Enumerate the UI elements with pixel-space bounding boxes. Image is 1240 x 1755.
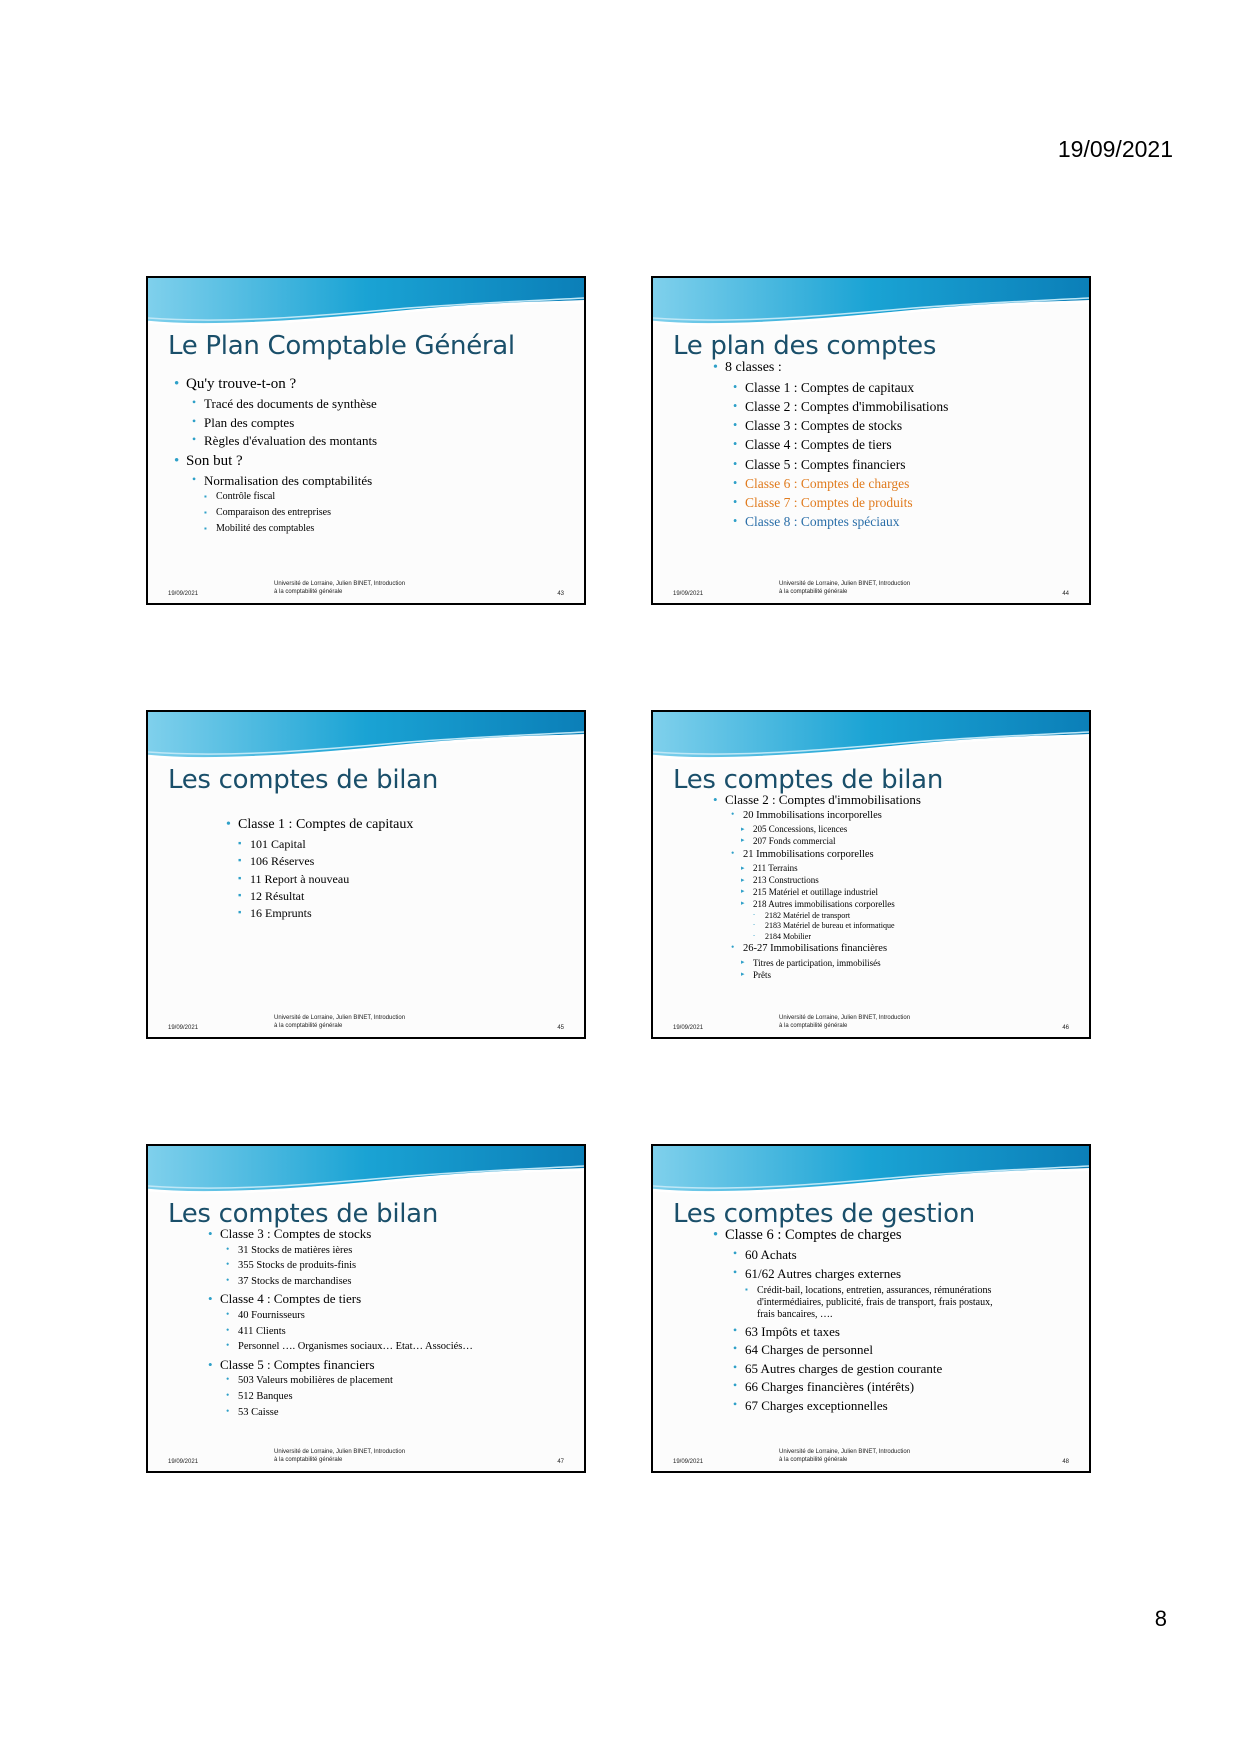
slide-title: Les comptes de bilan (168, 765, 438, 795)
bullet-item: • 65 Autres charges de gestion courante (745, 1361, 1089, 1377)
slide-footer-number: 43 (557, 591, 564, 597)
bullet-item: • 355 Stocks de produits-finis (238, 1260, 584, 1273)
bullet-item: • 61/62 Autres charges externes (745, 1266, 1089, 1282)
bullet-item: ‐ 2182 Matériel de transport (765, 911, 1089, 921)
slide-body (653, 360, 1089, 530)
slide-title: Le Plan Comptable Général (168, 331, 515, 361)
slide-footer-date: 19/09/2021 (673, 591, 704, 597)
bullet-item: • Classe 4 : Comptes de tiers (745, 437, 1089, 453)
slide-title: Les comptes de bilan (168, 1199, 438, 1229)
slide-footer-number: 47 (557, 1459, 564, 1465)
slide-45 (146, 710, 586, 1039)
wave-banner (148, 712, 584, 772)
bullet-item-continuation: d'intermédiaires, publicité, frais de transport, frais postaux, (757, 1296, 993, 1308)
slide-46 (651, 710, 1091, 1039)
bullet-item: • Classe 3 : Comptes de stocks (220, 1226, 584, 1242)
slide-body (653, 792, 1089, 981)
wave-banner (653, 278, 1089, 338)
bullet-item: ▪ 11 Report à nouveau (250, 872, 584, 886)
slide-footer-number: 46 (1062, 1025, 1069, 1031)
bullet-item: • 53 Caisse (238, 1407, 584, 1420)
slide-title: Les comptes de bilan (673, 765, 943, 795)
slide-footer-date: 19/09/2021 (673, 1459, 704, 1465)
bullet-item: • 31 Stocks de matières ières (238, 1245, 584, 1258)
bullet-item: ▸ 215 Matériel et outillage industriel (753, 887, 1089, 898)
bullet-item: • 66 Charges financières (intérêts) (745, 1379, 1089, 1395)
slide-footer-date: 19/09/2021 (168, 1025, 199, 1031)
bullet-item: ▸ 207 Fonds commercial (753, 836, 1089, 847)
bullet-item: • 20 Immobilisations incorporelles (743, 810, 1089, 823)
wave-banner (148, 1146, 584, 1206)
bullet-item: ▪ 16 Emprunts (250, 906, 584, 920)
bullet-item: ‐ 2184 Mobilier (765, 932, 1089, 942)
slide-footer-text: Université de Lorraine, Julien BINET, Introduction à la comptabilité générale (274, 1015, 406, 1030)
bullet-item: • Classe 2 : Comptes d'immobilisations (725, 792, 1089, 808)
bullet-item: ▸ Titres de participation, immobilisés (753, 958, 1089, 969)
slide-footer-number: 45 (557, 1025, 564, 1031)
bullet-item: • Classe 3 : Comptes de stocks (745, 418, 1089, 434)
bullet-item: • Qu'y trouve-t-on ? (186, 375, 584, 393)
slide-body (148, 375, 584, 535)
bullet-item: • Classe 1 : Comptes de capitaux (238, 817, 584, 834)
slide-footer-text: Université de Lorraine, Julien BINET, Introduction à la comptabilité générale (779, 1449, 911, 1464)
bullet-item-continuation: frais bancaires, …. (757, 1308, 833, 1320)
slide-footer-text: Université de Lorraine, Julien BINET, Introduction à la comptabilité générale (274, 581, 406, 596)
slide-47 (146, 1144, 586, 1473)
slide-48 (651, 1144, 1091, 1473)
slide-footer-number: 44 (1062, 591, 1069, 597)
bullet-item: • Règles d'évaluation des montants (204, 433, 584, 449)
slide-body (653, 1227, 1089, 1414)
bullet-item: ▪ 106 Réserves (250, 854, 584, 868)
bullet-item: • Son but ? (186, 452, 584, 470)
bullet-item: • Tracé des documents de synthèse (204, 396, 584, 412)
bullet-item: • 26-27 Immobilisations financières (743, 943, 1089, 956)
page-date: 19/09/2021 (1057, 136, 1173, 162)
slide-title: Le plan des comptes (673, 331, 937, 361)
bullet-item: ▪ Crédit-bail, locations, entretien, assurances, rémunérations (757, 1285, 1089, 1297)
bullet-item: • Classe 6 : Comptes de charges (745, 476, 1089, 492)
slide-footer-date: 19/09/2021 (168, 591, 199, 597)
bullet-item: • Classe 7 : Comptes de produits (745, 495, 1089, 511)
bullet-item: • Normalisation des comptabilités (204, 473, 584, 489)
bullet-item: • Classe 8 : Comptes spéciaux (745, 514, 1089, 530)
bullet-item: • 63 Impôts et taxes (745, 1324, 1089, 1340)
bullet-item: ▸ 205 Concessions, licences (753, 824, 1089, 835)
bullet-item: • 512 Banques (238, 1391, 584, 1404)
slide-footer-date: 19/09/2021 (673, 1025, 704, 1031)
page-number: 8 (1154, 1606, 1167, 1631)
bullet-item: ▸ 218 Autres immobilisations corporelles (753, 899, 1089, 910)
bullet-item: • 21 Immobilisations corporelles (743, 849, 1089, 862)
bullet-item: ▪ 101 Capital (250, 837, 584, 851)
bullet-item: • 503 Valeurs mobilières de placement (238, 1375, 584, 1388)
bullet-item: ‐ 2183 Matériel de bureau et informatique (765, 921, 1089, 931)
slide-footer-text: Université de Lorraine, Julien BINET, Introduction à la comptabilité générale (779, 581, 911, 596)
slide-44 (651, 276, 1091, 605)
bullet-item: • 411 Clients (238, 1326, 584, 1339)
bullet-item: ▸ Prêts (753, 970, 1089, 981)
bullet-item: ▪ Contrôle fiscal (216, 491, 584, 503)
bullet-item: • Classe 1 : Comptes de capitaux (745, 380, 1089, 396)
bullet-item: • 64 Charges de personnel (745, 1342, 1089, 1358)
slide-43 (146, 276, 586, 605)
slide-footer-text: Université de Lorraine, Julien BINET, Introduction à la comptabilité générale (274, 1449, 406, 1464)
bullet-item: • Classe 4 : Comptes de tiers (220, 1291, 584, 1307)
wave-banner (148, 278, 584, 338)
wave-banner (653, 1146, 1089, 1206)
bullet-item: ▪ 12 Résultat (250, 889, 584, 903)
bullet-item: • 67 Charges exceptionnelles (745, 1398, 1089, 1414)
bullet-item: • Classe 2 : Comptes d'immobilisations (745, 399, 1089, 415)
bullet-item: ▪ Comparaison des entreprises (216, 507, 584, 519)
wave-banner (653, 712, 1089, 772)
slide-footer-number: 48 (1062, 1459, 1069, 1465)
bullet-item: ▪ Mobilité des comptables (216, 523, 584, 535)
slide-footer-date: 19/09/2021 (168, 1459, 199, 1465)
slide-body (148, 1226, 584, 1419)
bullet-item: • Personnel …. Organismes sociaux… Etat… Associés… (238, 1341, 584, 1354)
bullet-item: • Classe 5 : Comptes financiers (745, 457, 1089, 473)
bullet-item: • Classe 6 : Comptes de charges (725, 1227, 1089, 1244)
slide-footer-text: Université de Lorraine, Julien BINET, Introduction à la comptabilité générale (779, 1015, 911, 1030)
bullet-item: ▸ 211 Terrains (753, 863, 1089, 874)
slide-body (148, 817, 584, 921)
bullet-item: • 8 classes : (725, 360, 1089, 377)
bullet-item: • 60 Achats (745, 1247, 1089, 1263)
slide-title: Les comptes de gestion (673, 1199, 975, 1229)
bullet-item: • 37 Stocks de marchandises (238, 1276, 584, 1289)
bullet-item: • Classe 5 : Comptes financiers (220, 1357, 584, 1373)
bullet-item: • 40 Fournisseurs (238, 1310, 584, 1323)
bullet-item: • Plan des comptes (204, 415, 584, 431)
bullet-item: ▸ 213 Constructions (753, 875, 1089, 886)
